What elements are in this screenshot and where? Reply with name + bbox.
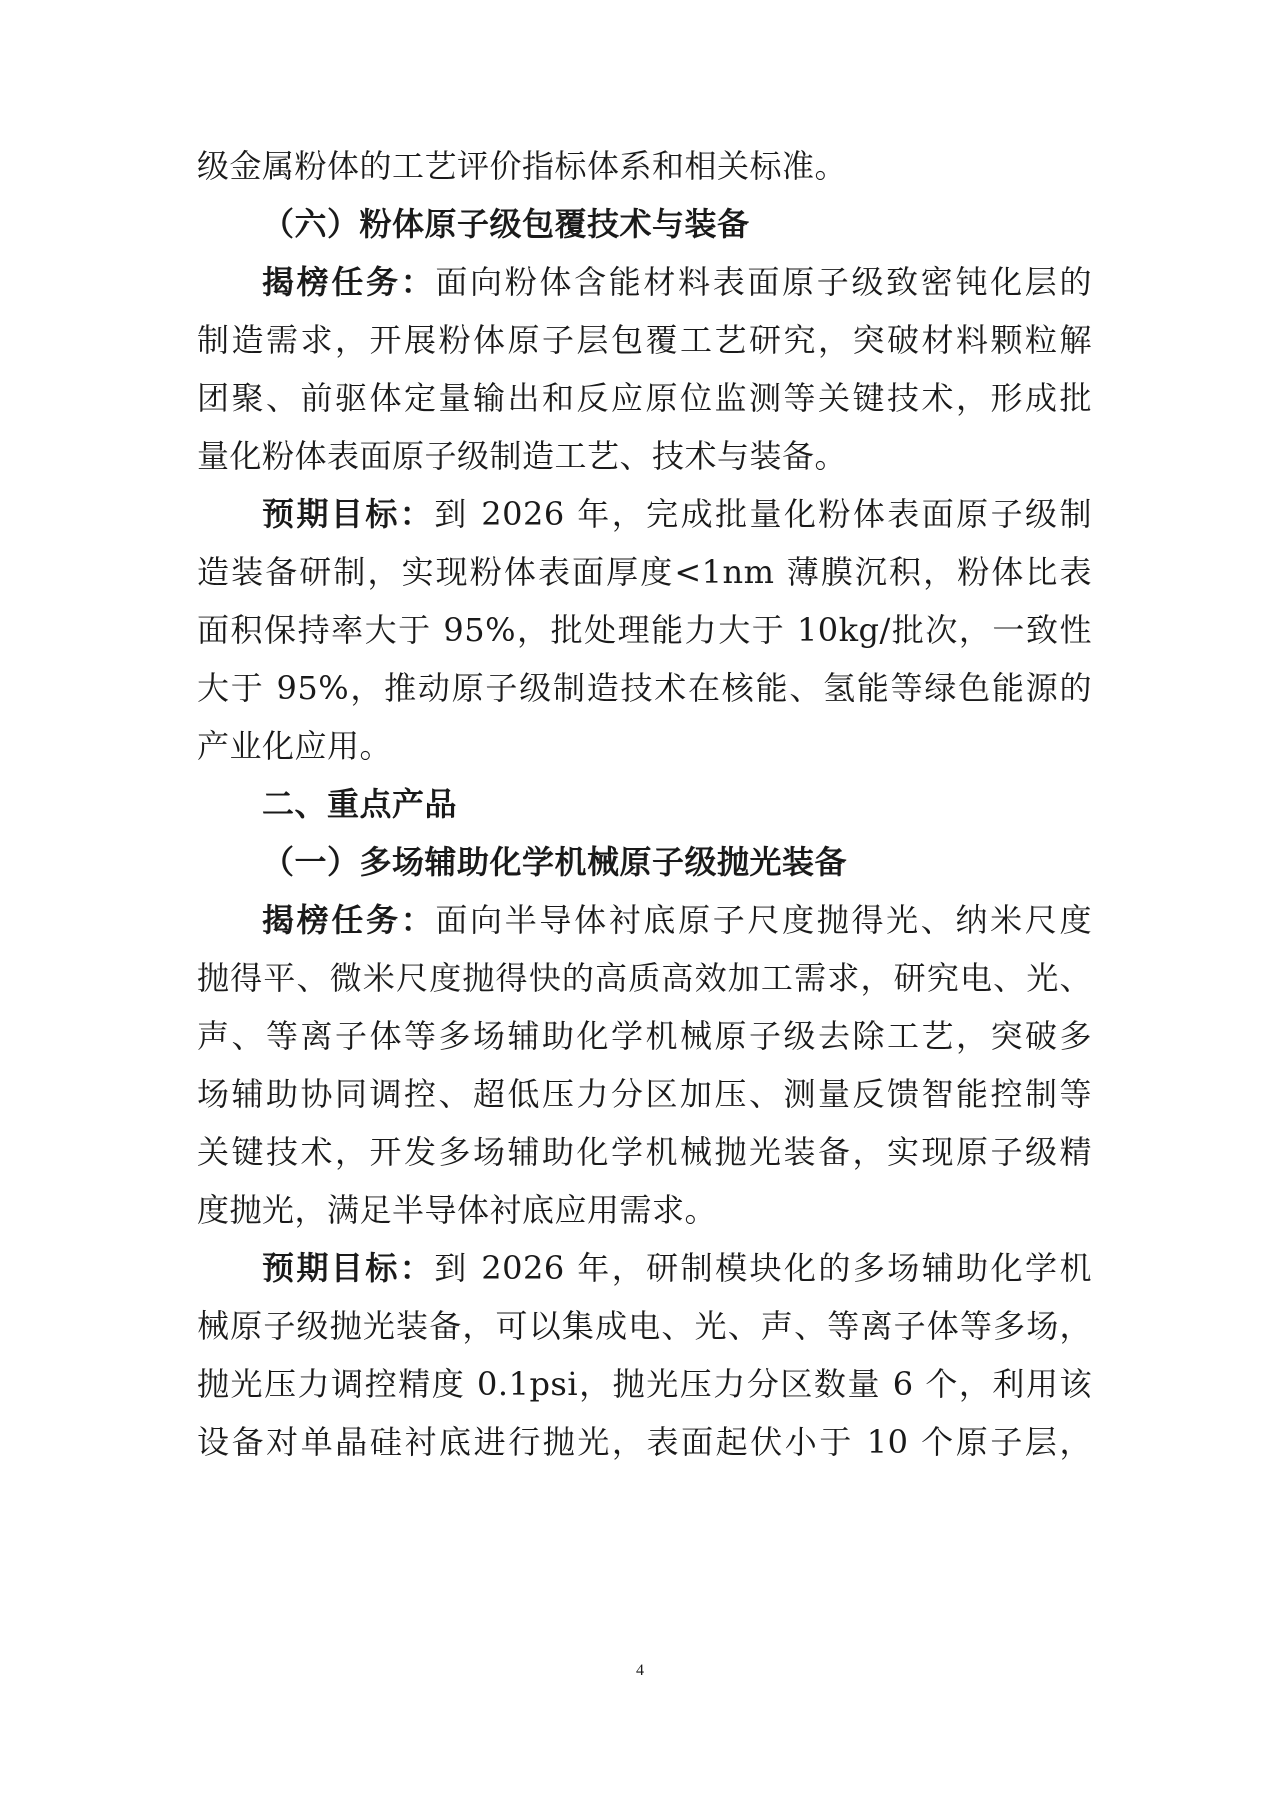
paragraph-line: 制造需求，开展粉体原子层包覆工艺研究，突破材料颗粒解: [197, 321, 1092, 359]
paragraph-line: 度抛光，满足半导体衬底应用需求。: [197, 1191, 718, 1229]
paragraph-line: 设备对单晶硅衬底进行抛光，表面起伏小于 10 个原子层，: [197, 1423, 1092, 1461]
section-heading: （六）粉体原子级包覆技术与装备: [262, 205, 750, 243]
paragraph-line: 抛得平、微米尺度抛得快的高质高效加工需求，研究电、光、: [197, 959, 1092, 997]
page-number: 4: [636, 1662, 644, 1679]
paragraph-line: 级金属粉体的工艺评价指标体系和相关标准。: [197, 147, 848, 185]
paragraph-line: 造装备研制，实现粉体表面厚度<1nm 薄膜沉积，粉体比表: [197, 553, 1092, 591]
paragraph-line: 预期目标：到 2026 年，研制模块化的多场辅助化学机: [262, 1249, 1092, 1287]
task-label: 揭榜任务：: [262, 263, 436, 301]
paragraph-line: 关键技术，开发多场辅助化学机械抛光装备，实现原子级精: [197, 1133, 1092, 1171]
paragraph-line: 团聚、前驱体定量输出和反应原位监测等关键技术，形成批: [197, 379, 1092, 417]
paragraph-line: 预期目标：到 2026 年，完成批量化粉体表面原子级制: [262, 495, 1092, 533]
goal-label: 预期目标：: [262, 1249, 435, 1287]
goal-label: 预期目标：: [262, 495, 435, 533]
paragraph-line: 械原子级抛光装备，可以集成电、光、声、等离子体等多场，: [197, 1307, 1092, 1345]
section-heading: （一）多场辅助化学机械原子级抛光装备: [262, 843, 848, 881]
paragraph-line: 面积保持率大于 95%，批处理能力大于 10kg/批次，一致性: [197, 611, 1092, 649]
paragraph-line: 揭榜任务：面向半导体衬底原子尺度抛得光、纳米尺度: [262, 901, 1092, 939]
paragraph-line: 量化粉体表面原子级制造工艺、技术与装备。: [197, 437, 848, 475]
paragraph-line: 揭榜任务：面向粉体含能材料表面原子级致密钝化层的: [262, 263, 1092, 301]
paragraph-line: 抛光压力调控精度 0.1psi，抛光压力分区数量 6 个，利用该: [197, 1365, 1092, 1403]
paragraph-line: 声、等离子体等多场辅助化学机械原子级去除工艺，突破多: [197, 1017, 1092, 1055]
paragraph-line: 大于 95%，推动原子级制造技术在核能、氢能等绿色能源的: [197, 669, 1092, 707]
paragraph-line: 场辅助协同调控、超低压力分区加压、测量反馈智能控制等: [197, 1075, 1092, 1113]
paragraph-line: 产业化应用。: [197, 727, 393, 765]
task-label: 揭榜任务：: [262, 901, 436, 939]
chapter-heading: 二、重点产品: [262, 785, 458, 823]
